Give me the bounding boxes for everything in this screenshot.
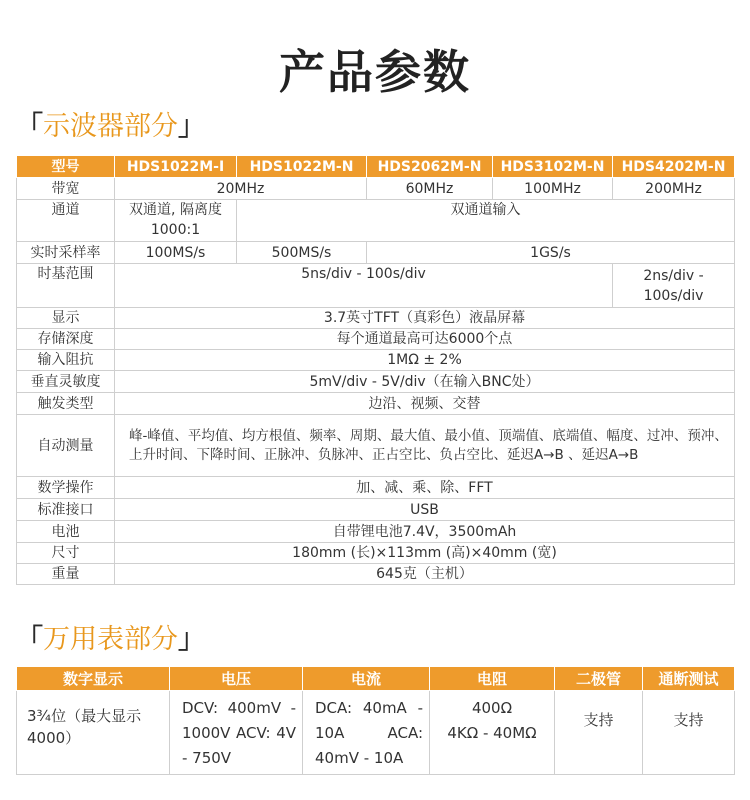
table-cell: 5ns/div - 100s/div — [115, 264, 613, 308]
table-row — [17, 393, 735, 415]
resistance-spec-cell — [430, 691, 555, 775]
header-cell: 数字显示 — [17, 667, 170, 691]
resistance-line: 4KΩ - 40MΩ — [447, 724, 537, 742]
header-cell: 电阻 — [430, 667, 555, 691]
header-cell: HDS2062M-N — [367, 156, 493, 178]
table-cell: 500MS/s — [237, 242, 367, 264]
oscilloscope-spec-table — [16, 155, 735, 585]
table-row — [17, 564, 735, 585]
row-label: 标准接口 — [17, 499, 115, 521]
header-cell: 电流 — [303, 667, 430, 691]
row-label: 尺寸 — [17, 543, 115, 564]
oscilloscope-section-title — [16, 104, 205, 143]
table-row — [17, 242, 735, 264]
row-label: 时基范围 — [17, 264, 115, 308]
table-row — [17, 499, 735, 521]
header-cell: 二极管 — [555, 667, 643, 691]
table-row — [17, 200, 735, 242]
table-cell: 20MHz — [115, 178, 367, 200]
header-cell: 电压 — [170, 667, 303, 691]
row-label: 显示 — [17, 308, 115, 329]
voltage-spec-cell: DCV: 400mV - 1000V ACV: 4V - 750V — [170, 691, 303, 775]
table-cell: 1GS/s — [367, 242, 735, 264]
table-cell: 100MHz — [493, 178, 613, 200]
row-label: 重量 — [17, 564, 115, 585]
current-spec-cell: DCA: 40mA - 10A ACA: 40mV - 10A — [303, 691, 430, 775]
row-label: 实时采样率 — [17, 242, 115, 264]
continuity-spec-cell: 支持 — [643, 691, 735, 775]
row-label: 数学操作 — [17, 477, 115, 499]
diode-spec-cell: 支持 — [555, 691, 643, 775]
multimeter-section-title — [16, 617, 205, 656]
table-row — [17, 329, 735, 350]
table-cell: 1MΩ ± 2% — [115, 350, 735, 371]
table-row — [17, 350, 735, 371]
row-label: 通道 — [17, 200, 115, 242]
table-row — [17, 178, 735, 200]
multimeter-spec-table — [16, 666, 735, 775]
table-cell: 双通道输入 — [237, 200, 735, 242]
header-cell: 通断测试 — [643, 667, 735, 691]
table-row — [17, 521, 735, 543]
table-row — [17, 477, 735, 499]
row-label: 垂直灵敏度 — [17, 371, 115, 393]
table-cell: 双通道, 隔离度1000:1 — [115, 200, 237, 242]
page-title: 产品参数 — [279, 45, 471, 99]
table-cell: 2ns/div - 100s/div — [613, 264, 735, 308]
table-header-row — [17, 667, 735, 691]
table-cell: 加、减、乘、除、FFT — [115, 477, 735, 499]
table-row — [17, 543, 735, 564]
table-cell: USB — [115, 499, 735, 521]
table-cell: 5mV/div - 5V/div（在输入BNC处） — [115, 371, 735, 393]
row-label: 电池 — [17, 521, 115, 543]
row-label: 触发类型 — [17, 393, 115, 415]
section-title-text: 示波器部分 — [43, 111, 178, 142]
table-row — [17, 308, 735, 329]
header-cell: HDS1022M-I — [115, 156, 237, 178]
bracket-close: 」 — [178, 624, 205, 655]
table-row — [17, 691, 735, 775]
table-row — [17, 415, 735, 477]
table-row — [17, 371, 735, 393]
table-header-row — [17, 156, 735, 178]
header-cell: HDS4202M-N — [613, 156, 735, 178]
table-cell: 200MHz — [613, 178, 735, 200]
row-label: 输入阻抗 — [17, 350, 115, 371]
row-label: 存储深度 — [17, 329, 115, 350]
table-cell: 峰-峰值、平均值、均方根值、频率、周期、最大值、最小值、顶端值、底端值、幅度、过冲、预冲、上升时间、下降时间、正脉冲、负脉冲、正占空比、负占空比、延迟A→B 、延迟A→B — [115, 415, 735, 477]
header-cell: 型号 — [17, 156, 115, 178]
resistance-line: 400Ω — [471, 699, 513, 717]
table-cell: 645克（主机） — [115, 564, 735, 585]
table-cell: 每个通道最高可达6000个点 — [115, 329, 735, 350]
bracket-open: 「 — [16, 624, 43, 655]
section-title-text: 万用表部分 — [43, 624, 178, 655]
table-cell: 自带锂电池7.4V，3500mAh — [115, 521, 735, 543]
table-row — [17, 264, 735, 308]
table-cell: 100MS/s — [115, 242, 237, 264]
table-cell: 60MHz — [367, 178, 493, 200]
header-cell: HDS1022M-N — [237, 156, 367, 178]
table-cell: 180mm (长)×113mm (高)×40mm (宽) — [115, 543, 735, 564]
row-label: 带宽 — [17, 178, 115, 200]
display-spec-cell: 3¾位（最大显示4000） — [17, 691, 170, 775]
bracket-close: 」 — [178, 111, 205, 142]
table-cell: 3.7英寸TFT（真彩色）液晶屏幕 — [115, 308, 735, 329]
header-cell: HDS3102M-N — [493, 156, 613, 178]
bracket-open: 「 — [16, 111, 43, 142]
table-cell: 边沿、视频、交替 — [115, 393, 735, 415]
row-label: 自动测量 — [17, 415, 115, 477]
